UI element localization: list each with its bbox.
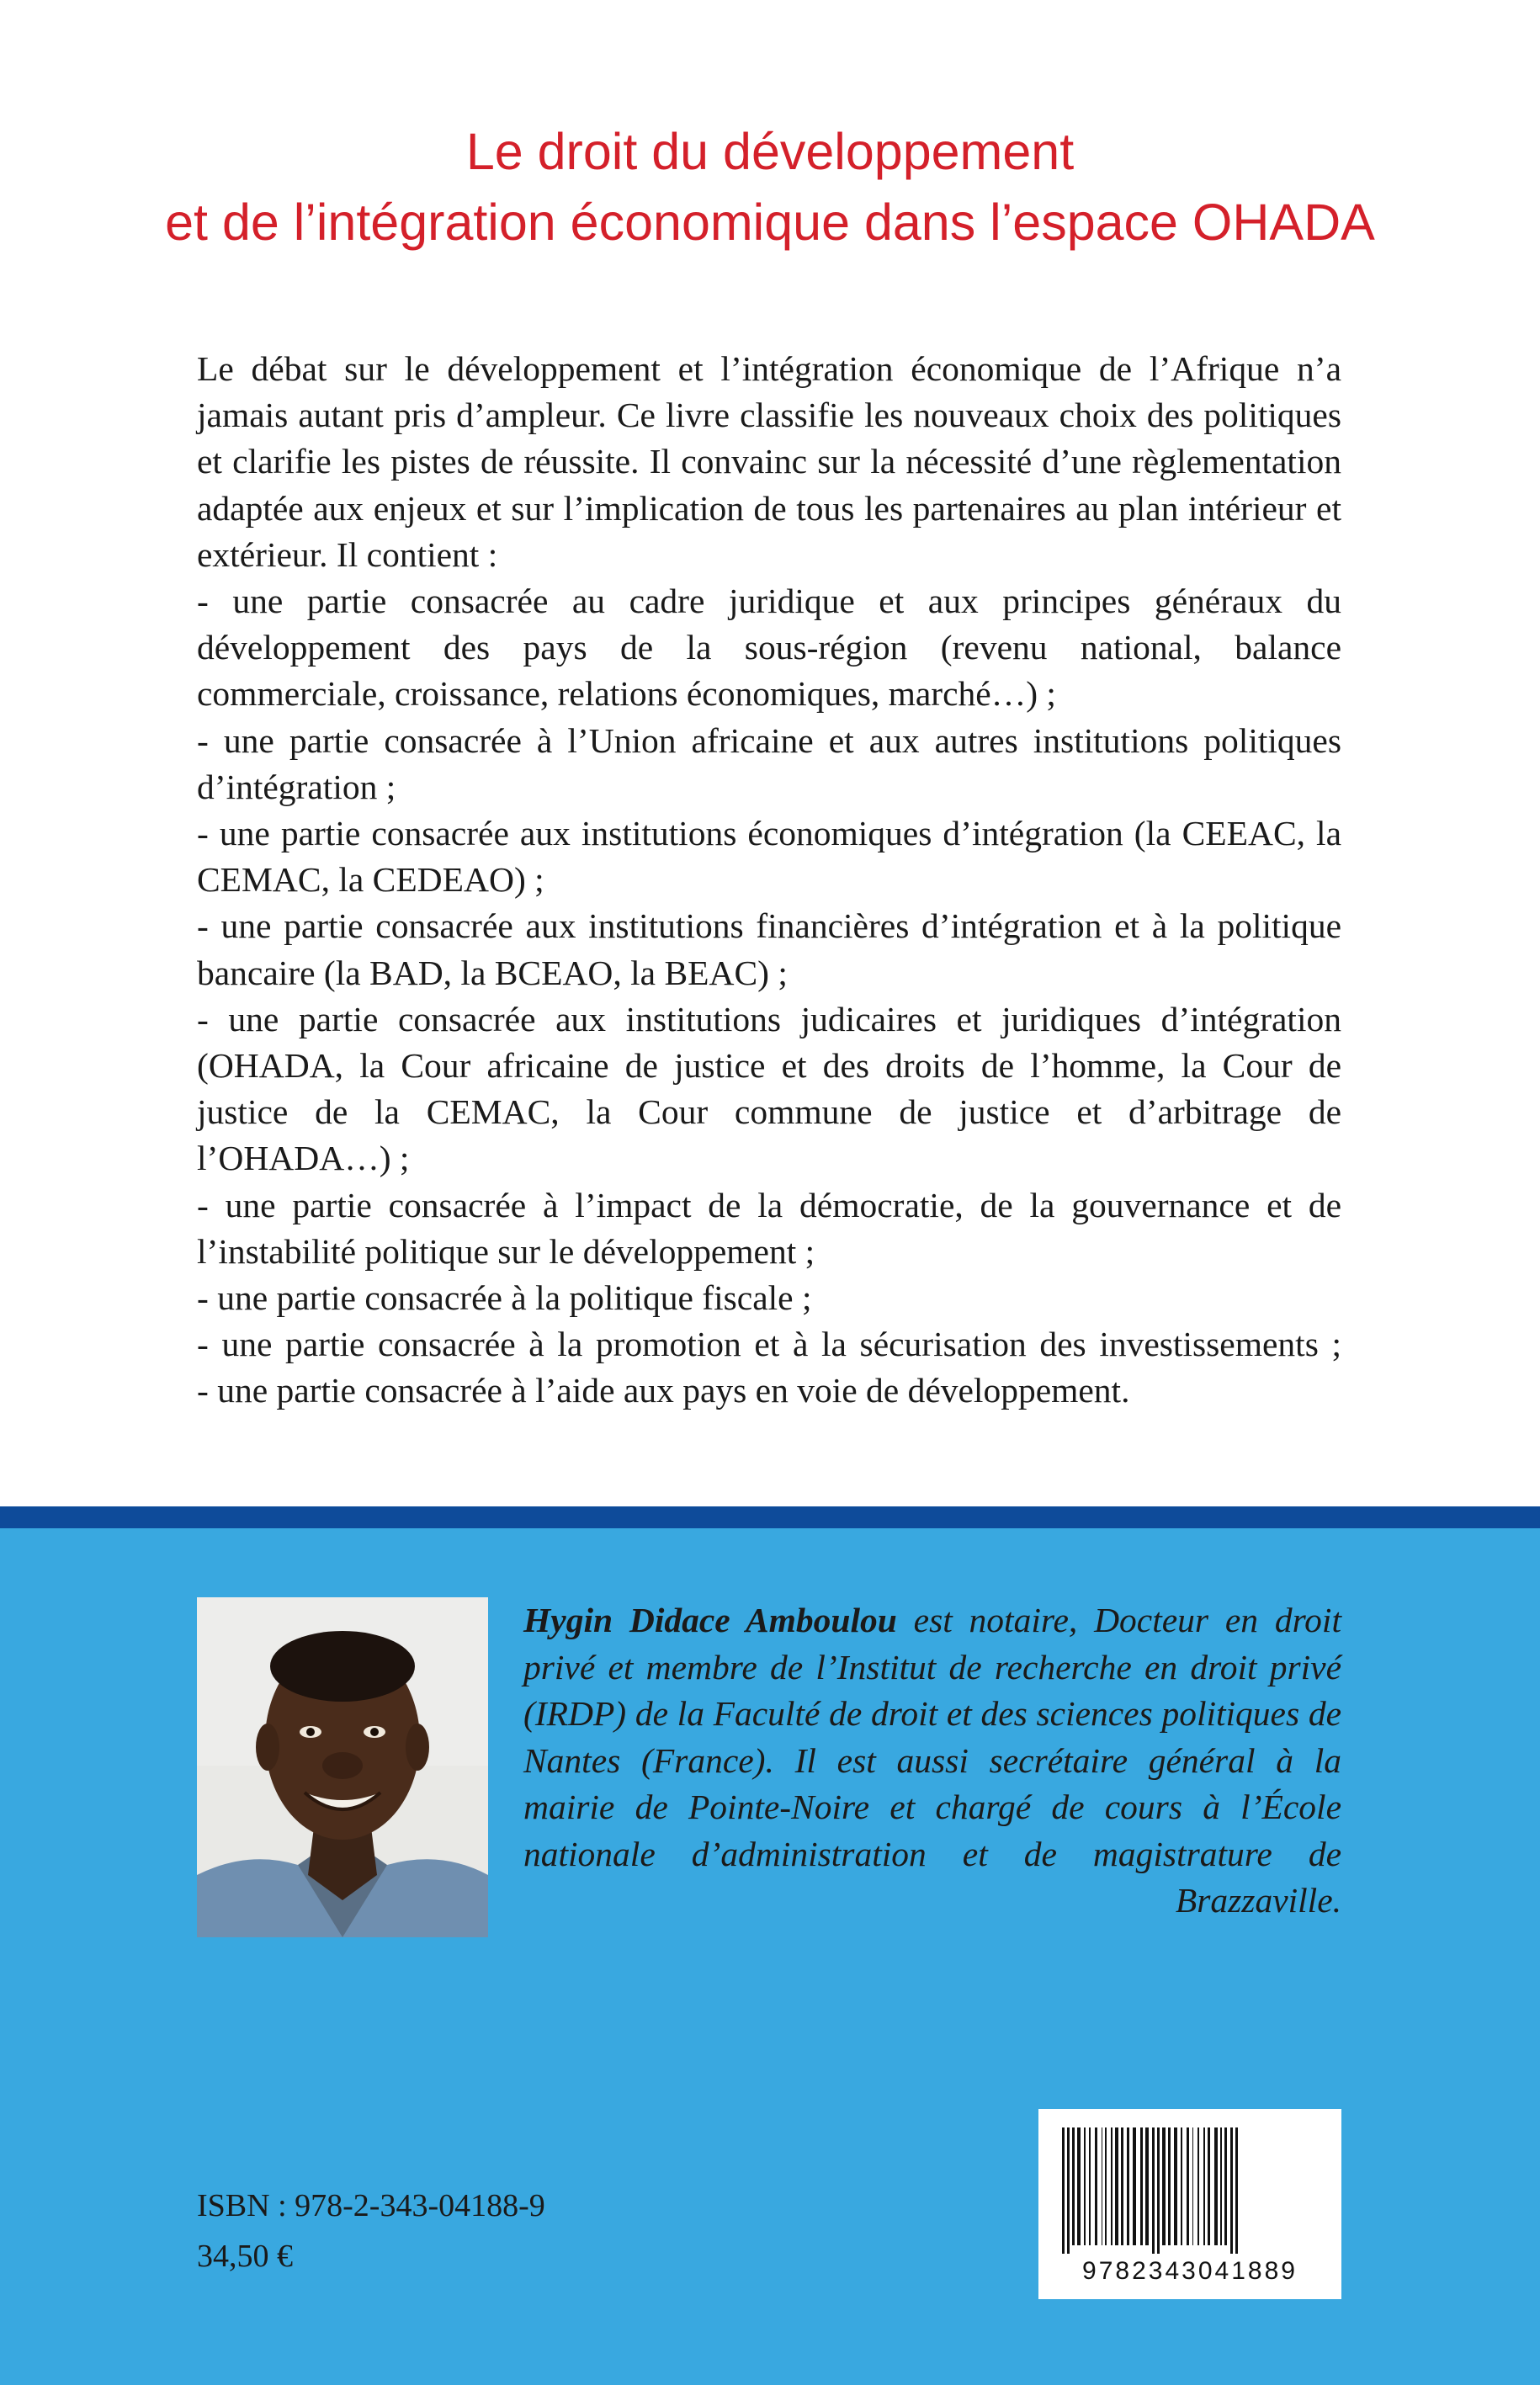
barcode-bars xyxy=(1057,2127,1323,2254)
title-line-2: et de l’intégration économique dans l’espace OHADA xyxy=(165,194,1375,251)
author-name: Hygin Didace Amboulou xyxy=(523,1601,897,1639)
book-title xyxy=(0,116,1540,258)
summary-item: - une partie consacrée aux institutions financières d’intégration et à la politique bancaire (la BAD, la BCEAO, la BEAC) ; xyxy=(197,906,1341,992)
barcode-digits: 9782343041889 xyxy=(1082,2257,1298,2285)
price: 34,50 € xyxy=(197,2239,293,2274)
book-summary xyxy=(197,346,1341,1415)
summary-item: - une partie consacrée au cadre juridique et aux principes généraux du développement des pays de la sous-région (revenu national, balance commerciale, croissance, relations économiques, marché…) ; xyxy=(197,582,1341,714)
barcode xyxy=(1038,2109,1341,2299)
title-line-1: Le droit du développement xyxy=(465,123,1075,180)
summary-item: - une partie consacrée à l’impact de la démocratie, de la gouvernance et de l’instabilité politique sur le développement ; xyxy=(197,1185,1341,1271)
author-bio xyxy=(523,1597,1341,1925)
summary-item: - une partie consacrée à la promotion et à la sécurisation des investissements ; xyxy=(197,1325,1341,1364)
band-divider xyxy=(0,1506,1540,1528)
summary-item: - une partie consacrée à l’aide aux pays en voie de développement. xyxy=(197,1371,1130,1410)
summary-item: - une partie consacrée à la politique fiscale ; xyxy=(197,1278,812,1318)
isbn: ISBN : 978-2-343-04188-9 xyxy=(197,2188,545,2223)
summary-item: - une partie consacrée à l’Union africaine et aux autres institutions politiques d’intégration ; xyxy=(197,720,1341,806)
summary-item: - une partie consacrée aux institutions judicaires et juridiques d’intégration (OHADA, la Cour africaine de justice et des droits de l’homme, la Cour de justice de la CEMAC, la Cour commune de justice et d’arbitrage de l’OHADA…) ; xyxy=(197,999,1341,1178)
author-bio-text: est notaire, Docteur en droit privé et membre de l’Institut de recherche en droit privé (IRDP) de la Faculté de droit et des sciences politiques de Nantes (France). Il est aussi secrétaire général à la mairie de Pointe-Noire et chargé de cours à l’École nationale d’administration et de magistrature de Brazzaville. xyxy=(523,1601,1341,1920)
summary-item: - une partie consacrée aux institutions économiques d’intégration (la CEEAC, la CEMAC, la CEDEAO) ; xyxy=(197,814,1341,900)
author-photo xyxy=(197,1597,488,1937)
summary-intro: Le débat sur le développement et l’intégration économique de l’Afrique n’a jamais autant pris d’ampleur. Ce livre classifie les nouveaux choix des politiques et clarifie les pistes de réussite. Il convainc sur la nécessité d’une règlementation adaptée aux enjeux et sur l’implication de tous les partenaires au plan intérieur et extérieur. Il contient : xyxy=(197,349,1341,574)
